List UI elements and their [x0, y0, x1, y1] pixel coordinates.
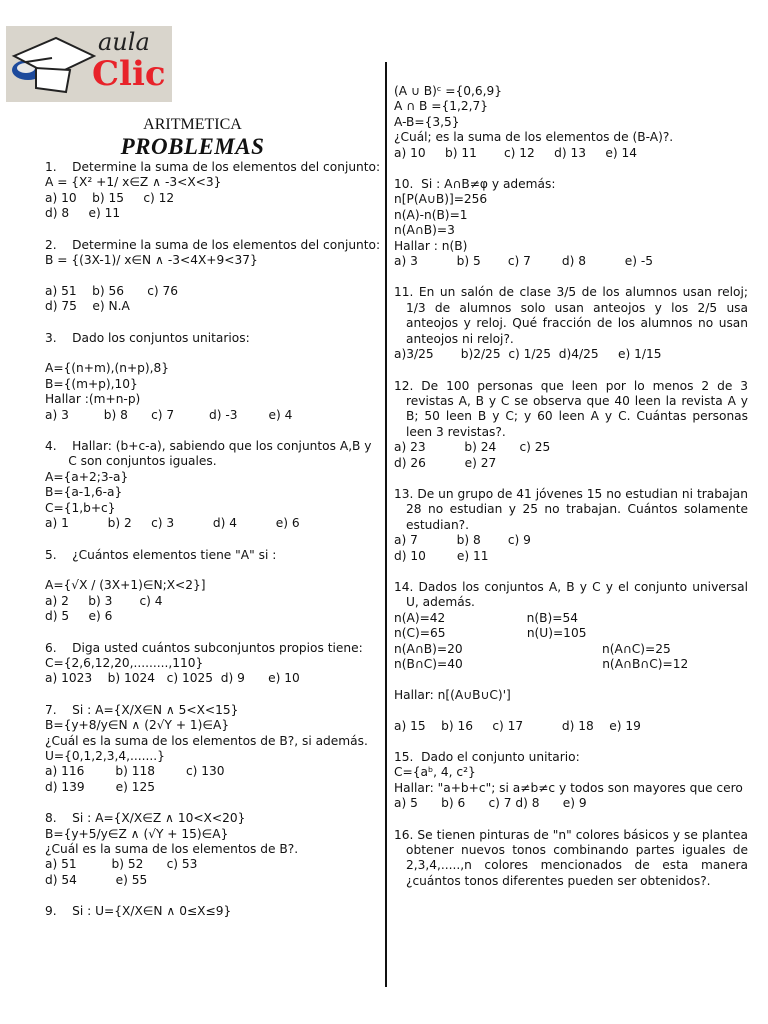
text-line: n(A)-n(B)=1 — [394, 207, 468, 222]
text-line: A = {X² +1/ x∈Z ∧ -3<X<3} — [45, 175, 222, 190]
text-line: n(C)=65 n(U)=105 — [394, 626, 587, 641]
left-column — [45, 160, 381, 936]
text-line: n(A)=42 n(B)=54 — [394, 610, 578, 625]
text-line: n(A∩B)=3 — [394, 223, 455, 238]
page-title: PROBLEMAS — [120, 134, 265, 159]
text-line: A-B={3,5} — [394, 114, 460, 129]
text-line: d) 26 e) 27 — [394, 455, 497, 470]
block-spacer — [45, 315, 377, 331]
text-line: ¿Cuál es la suma de los elementos de B?. — [45, 841, 299, 856]
column-divider — [385, 62, 387, 987]
text-line: (A ∪ B)ᶜ ={0,6,9} — [394, 84, 502, 98]
text-line: n[P(A∪B)]=256 — [394, 192, 488, 207]
block-spacer — [394, 812, 748, 828]
text-line: d) 8 e) 11 — [45, 206, 121, 221]
text-line: a)3/25 b)2/25 c) 1/25 d)4/25 e) 1/15 — [394, 347, 662, 362]
block-spacer — [394, 564, 748, 580]
text-line: 8. Si : A={X/X∈Z ∧ 10<X<20} — [45, 811, 246, 826]
block-spacer — [45, 532, 377, 548]
problem-statement: Hallar: "a+b+c"; si a≠b≠c y todos son mayores que cero — [394, 780, 743, 795]
text-line: Hallar: n[(A∪B∪C)'] — [394, 687, 511, 702]
text-line: C={1,b+c} — [45, 500, 116, 515]
text-line: C son conjuntos iguales. — [45, 454, 217, 469]
text-line: ¿Cuál; es la suma de los elementos de (B-A)?. — [394, 130, 674, 145]
text-line: a) 1023 b) 1024 c) 1025 d) 9 e) 10 — [45, 671, 300, 686]
problem-block — [45, 331, 377, 423]
text-line: 6. Diga usted cuántos subconjuntos propios tiene: — [45, 640, 363, 655]
text-line: d) 10 e) 11 — [394, 548, 489, 563]
text-line: B = {(3X-1)/ x∈N ∧ -3<4X+9<37} — [45, 253, 258, 268]
problem-block — [394, 84, 748, 161]
text-line: 15. Dado el conjunto unitario: — [394, 750, 580, 764]
text-line: A={√X / (3X+1)∈N;X<2}] — [45, 578, 206, 593]
text-line: 3. Dado los conjuntos unitarios: — [45, 330, 250, 345]
problem-block — [394, 177, 748, 269]
problem-block — [45, 811, 377, 888]
problem-block — [45, 237, 381, 315]
text-line: B={y+8/y∈N ∧ (2√Y + 1)∈A} — [45, 718, 230, 733]
subject-heading: ARITMETICA — [143, 116, 242, 133]
logo-text-aula: aula — [98, 28, 150, 56]
text-line — [394, 703, 748, 718]
text-line: d) 139 e) 125 — [45, 779, 156, 794]
block-spacer — [394, 161, 748, 177]
problem-block — [45, 160, 381, 222]
text-line: A ∩ B ={1,2,7} — [394, 99, 488, 114]
text-line: a) 116 b) 118 c) 130 — [45, 764, 225, 779]
text-line: a) 51 b) 56 c) 76 — [45, 283, 179, 298]
text-line: C={aᵇ, 4, c²} — [394, 765, 476, 780]
block-spacer — [394, 363, 748, 379]
text-line: a) 15 b) 16 c) 17 d) 18 e) 19 — [394, 718, 641, 733]
text-line — [394, 672, 748, 687]
text-line: a) 1 b) 2 c) 3 d) 4 e) 6 — [45, 516, 300, 531]
text-line: 4. Hallar: (b+c-a), sabiendo que los conjuntos A,B y — [45, 439, 372, 454]
text-line: B={(m+p),10} — [45, 376, 138, 391]
aulaclic-logo — [6, 26, 172, 102]
problem-block — [45, 641, 377, 687]
text-line: n(B∩C)=40 n(A∩B∩C)=12 — [394, 657, 689, 671]
text-line — [45, 563, 377, 578]
block-spacer — [45, 795, 377, 811]
block-spacer — [45, 888, 377, 904]
right-column — [394, 84, 748, 905]
text-line: a) 51 b) 52 c) 53 — [45, 857, 198, 872]
problem-statement: 16. Se tienen pinturas de "n" colores básicos y se plantea obtener nuevos tonos combinando partes iguales de 2,3,4,.....,n colores mencionados de esta manera ¿cuántos tonos diferentes pueden ser obtenidos?. — [394, 827, 748, 888]
logo-text-clic: Clic — [92, 54, 166, 94]
problem-statement: 12. De 100 personas que leen por lo menos 2 de 3 revistas A, B y C se observa que 40 leen la revista A y B; 50 leen B y C; y 60 leen A y C. Cuántas personas leen 3 revistas?. — [394, 378, 748, 439]
text-line: 7. Si : A={X/X∈N ∧ 5<X<15} — [45, 702, 239, 717]
block-spacer — [394, 889, 748, 905]
problem-block — [394, 580, 748, 734]
block-spacer — [45, 423, 377, 439]
text-line — [45, 346, 377, 361]
text-line: 10. Si : A∩B≠φ y además: — [394, 177, 556, 192]
text-line: a) 3 b) 5 c) 7 d) 8 e) -5 — [394, 254, 654, 269]
block-spacer — [45, 625, 377, 641]
problem-block — [394, 828, 748, 890]
text-line: A={(n+m),(n+p),8} — [45, 361, 170, 376]
text-line: n(A∩B)=20 n(A∩C)=25 — [394, 641, 671, 656]
block-spacer — [45, 920, 377, 936]
text-line: B={a-1,6-a} — [45, 485, 123, 500]
text-line: d) 75 e) N.A — [45, 299, 130, 314]
text-line: B={y+5/y∈Z ∧ (√Y + 15)∈A} — [45, 826, 229, 841]
problem-statement: 13. De un grupo de 41 jóvenes 15 no estudian ni trabajan 28 no estudian y 25 no trabajan. Cuántos solamente estudian?. — [394, 486, 748, 532]
text-line: a) 5 b) 6 c) 7 d) 8 e) 9 — [394, 796, 587, 811]
block-spacer — [45, 687, 377, 703]
text-line: d) 5 e) 6 — [45, 609, 113, 624]
block-spacer — [394, 269, 748, 285]
block-spacer — [394, 734, 748, 750]
text-line: 5. ¿Cuántos elementos tiene "A" si : — [45, 547, 277, 562]
problem-block — [45, 703, 377, 795]
text-line: A={a+2;3-a} — [45, 469, 129, 484]
text-line: a) 23 b) 24 c) 25 — [394, 440, 551, 455]
problem-block — [394, 379, 748, 471]
text-line: ¿Cuál es la suma de los elementos de B?, si además. — [45, 733, 368, 748]
text-line: Hallar : n(B) — [394, 238, 468, 253]
text-line — [45, 268, 377, 283]
text-line: C={2,6,12,20,.........,110} — [45, 655, 204, 670]
problem-block — [45, 548, 377, 625]
problem-statement: 14. Dados los conjuntos A, B y C y el conjunto universal U, además. — [394, 579, 748, 610]
problem-block — [45, 439, 377, 531]
text-line: a) 10 b) 15 c) 12 — [45, 190, 175, 205]
text-line: Hallar :(m+n-p) — [45, 392, 141, 407]
text-line: 1. Determine la suma de los elementos del conjunto: — [45, 160, 381, 174]
block-spacer — [45, 222, 377, 238]
problem-block — [394, 750, 748, 812]
text-line: d) 54 e) 55 — [45, 872, 148, 887]
problem-statement: 11. En un salón de clase 3/5 de los alumnos usan reloj; 1/3 de alumnos solo usan anteojos y los 2/5 usa anteojos y reloj. Qué fracción de los alumnos no usan anteojos ni reloj?. — [394, 285, 748, 346]
problem-block — [394, 285, 748, 362]
block-spacer — [394, 471, 748, 487]
text-line: 9. Si : U={X/X∈N ∧ 0≤X≤9} — [45, 904, 232, 919]
text-line: a) 10 b) 11 c) 12 d) 13 e) 14 — [394, 145, 638, 160]
text-line: U={0,1,2,3,4,.......} — [45, 748, 165, 763]
graduation-cap-icon — [6, 26, 96, 102]
text-line: a) 3 b) 8 c) 7 d) -3 e) 4 — [45, 407, 293, 422]
text-line: a) 7 b) 8 c) 9 — [394, 533, 531, 548]
problem-block — [394, 487, 748, 564]
text-line: 2. Determine la suma de los elementos del conjunto: — [45, 237, 381, 252]
problem-block — [45, 904, 377, 919]
text-line: a) 2 b) 3 c) 4 — [45, 593, 163, 608]
